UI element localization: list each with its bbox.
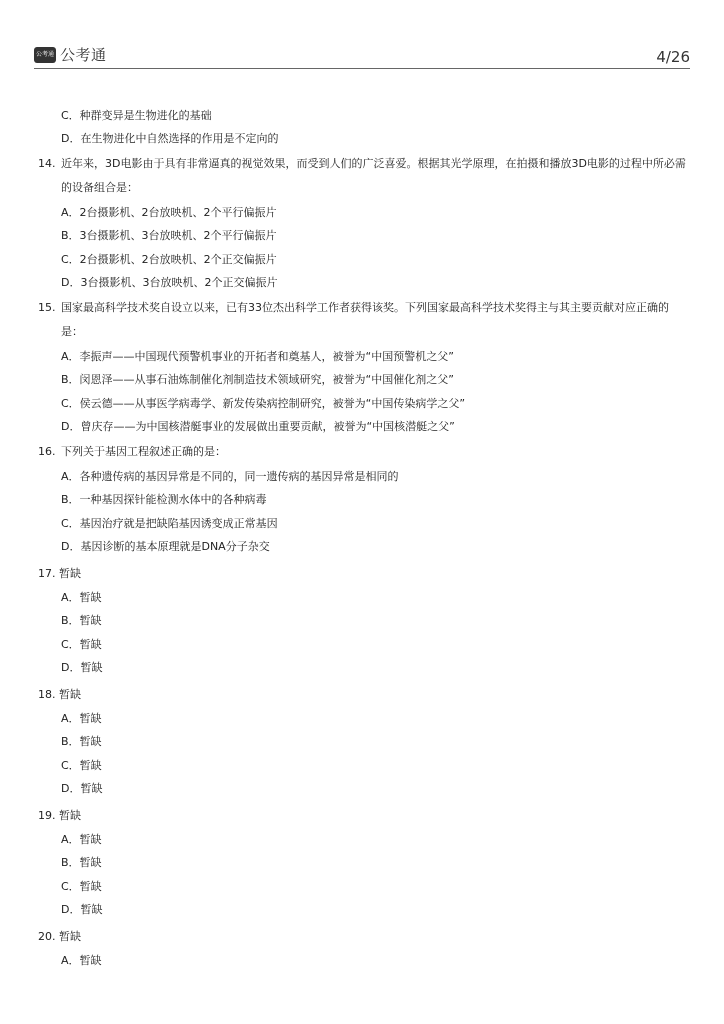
logo [34, 44, 107, 65]
q17-option-c: C．暂缺 [61, 638, 102, 651]
page-header [34, 42, 690, 70]
q18-option-c: C．暂缺 [61, 759, 102, 772]
q16-stem [38, 440, 688, 464]
q15-option-b: B．闵恩泽——从事石油炼制催化剂制造技术领域研究，被誉为“中国催化剂之父” [61, 373, 454, 386]
q14-option-d: D．3台摄影机、3台放映机、2个正交偏振片 [61, 276, 278, 289]
logo-badge-icon: 公考通 [34, 47, 56, 63]
q18-title: 18. 暂缺 [38, 688, 81, 701]
q14-option-c: C．2台摄影机、2台放映机、2个正交偏振片 [61, 253, 277, 266]
q14-option-a: A．2台摄影机、2台放映机、2个平行偏振片 [61, 206, 277, 219]
q17-option-b: B．暂缺 [61, 614, 102, 627]
q17-option-d: D．暂缺 [61, 661, 103, 674]
page-number: 4/26 [656, 48, 690, 66]
q19-title: 19. 暂缺 [38, 809, 81, 822]
q14-option-b: B．3台摄影机、3台放映机、2个平行偏振片 [61, 229, 277, 242]
q16-text: 下列关于基因工程叙述正确的是： [61, 445, 226, 458]
logo-text: 公考通 [60, 46, 107, 64]
q19-option-c: C．暂缺 [61, 880, 102, 893]
q18-option-b: B．暂缺 [61, 735, 102, 748]
q19-option-a: A．暂缺 [61, 833, 102, 846]
q14-number: 14. [38, 157, 56, 170]
q13-option-c: C．种群变异是生物进化的基础 [61, 109, 212, 122]
q16-option-b: B．一种基因探针能检测水体中的各种病毒 [61, 493, 267, 506]
q15-option-a: A．李振声——中国现代预警机事业的开拓者和奠基人，被誉为“中国预警机之父” [61, 350, 454, 363]
q15-option-c: C．侯云德——从事医学病毒学、新发传染病控制研究，被誉为“中国传染病学之父” [61, 397, 466, 410]
q14-text: 近年来，3D电影由于具有非常逼真的视觉效果，而受到人们的广泛喜爱。根据其光学原理，在拍摄和播放3D电影的过程中所必需的设备组合是： [61, 157, 686, 194]
q15-text: 国家最高科学技术奖自设立以来，已有33位杰出科学工作者获得该奖。下列国家最高科学技术奖得主与其主要贡献对应正确的是： [61, 301, 669, 338]
q17-option-a: A．暂缺 [61, 591, 102, 604]
q19-option-d: D．暂缺 [61, 903, 103, 916]
q17-title: 17. 暂缺 [38, 567, 81, 580]
q20-option-a: A．暂缺 [61, 954, 102, 967]
q16-option-c: C．基因治疗就是把缺陷基因诱变成正常基因 [61, 517, 278, 530]
q20-title: 20. 暂缺 [38, 930, 81, 943]
q18-option-a: A．暂缺 [61, 712, 102, 725]
q19-option-b: B．暂缺 [61, 856, 102, 869]
q14-stem [38, 152, 688, 199]
q16-number: 16. [38, 445, 56, 458]
q13-option-d: D．在生物进化中自然选择的作用是不定向的 [61, 132, 279, 145]
q16-option-a: A．各种遗传病的基因异常是不同的，同一遗传病的基因异常是相同的 [61, 470, 399, 483]
q15-option-d: D．曾庆存——为中国核潜艇事业的发展做出重要贡献，被誉为“中国核潜艇之父” [61, 420, 455, 433]
q15-number: 15. [38, 301, 56, 314]
header-divider [34, 68, 690, 69]
q16-option-d: D．基因诊断的基本原理就是DNA分子杂交 [61, 540, 270, 553]
q15-stem [38, 296, 688, 343]
q18-option-d: D．暂缺 [61, 782, 103, 795]
